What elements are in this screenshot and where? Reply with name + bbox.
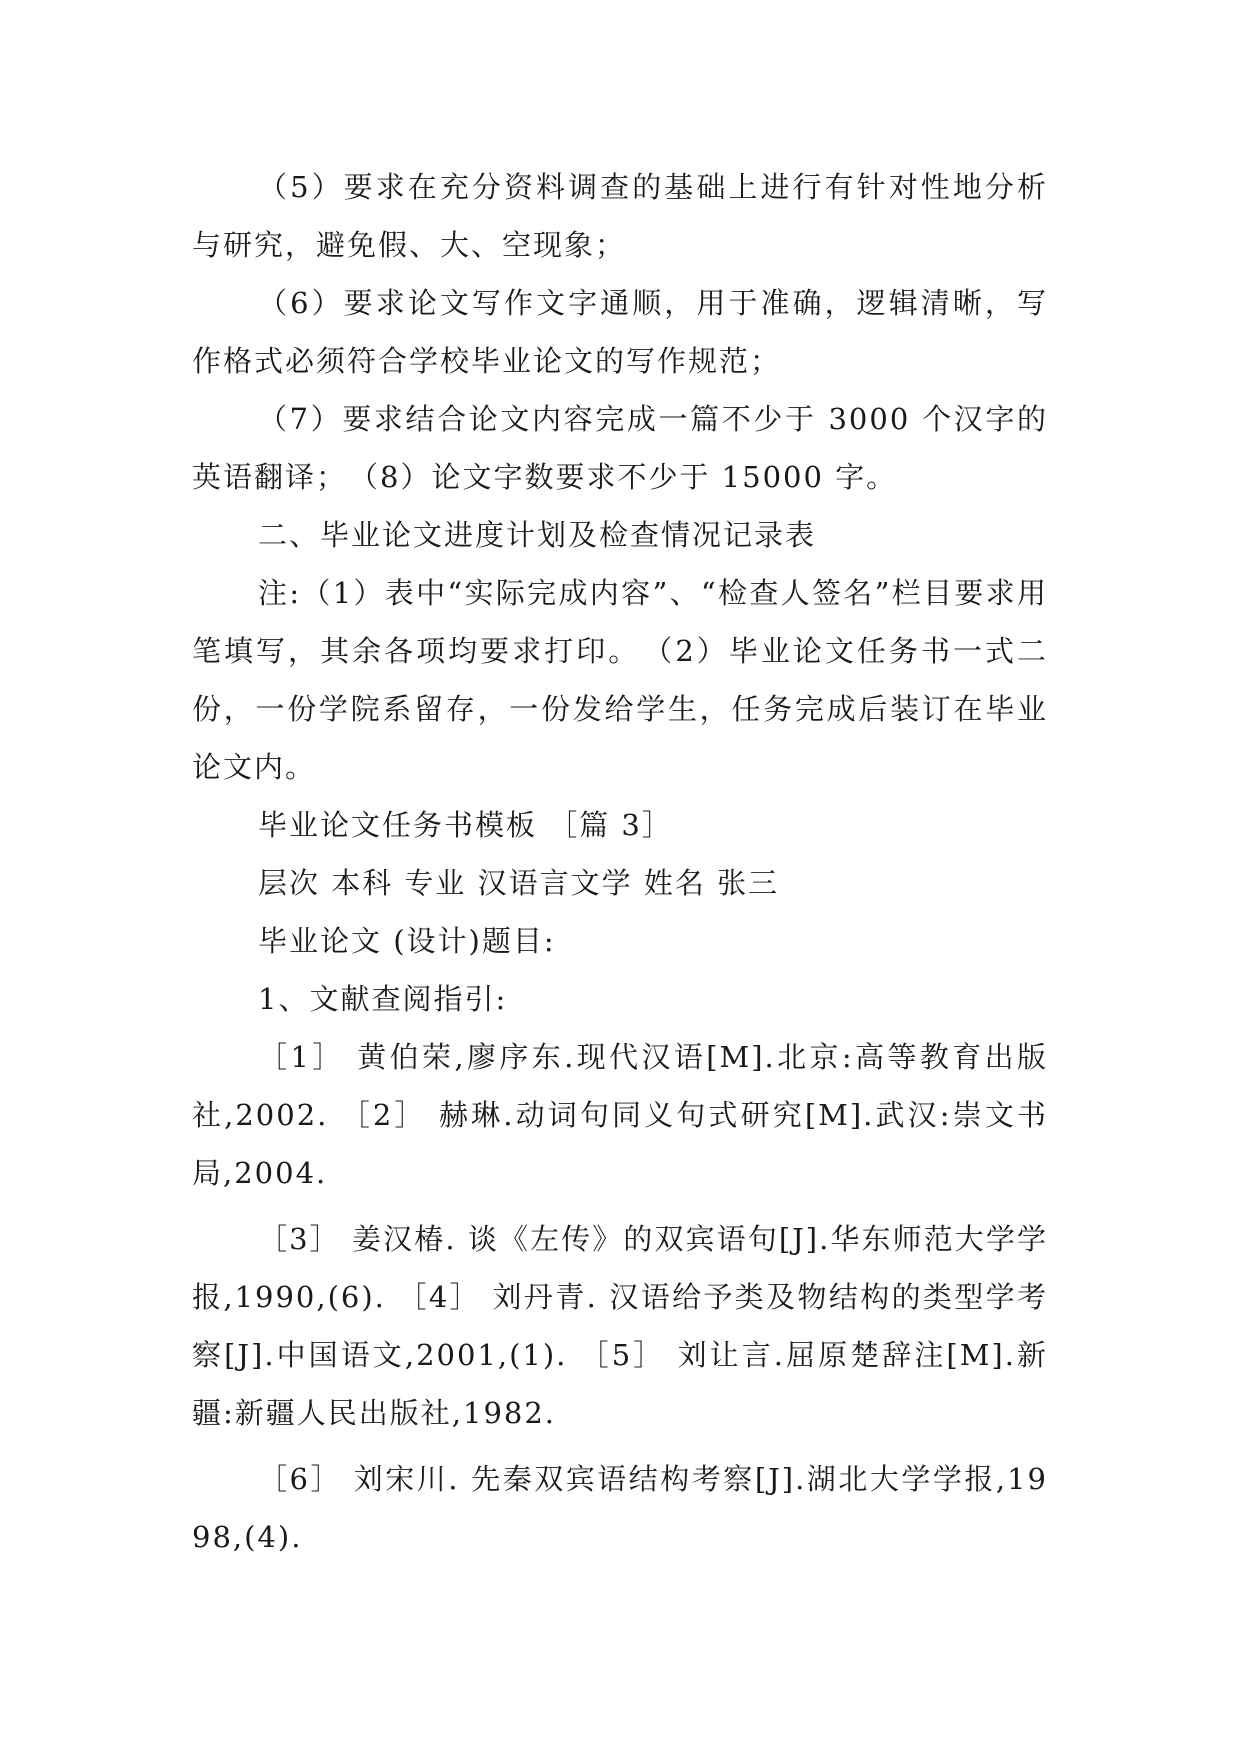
reference-group-1-2: ［1］ 黄伯荣,廖序东.现代汉语[M].北京:高等教育出版社,2002. ［2］ 赫琳.动词句同义句式研究[M].武汉:崇文书局,2004. <box>192 1040 1048 1190</box>
document-body <box>192 158 1048 1566</box>
section-heading-progress-plan: 二、毕业论文进度计划及检查情况记录表 <box>258 518 817 552</box>
literature-guide-heading: 1、文献查阅指引: <box>258 982 508 1016</box>
thesis-topic-line: 毕业论文 (设计)题目: <box>258 924 556 958</box>
paragraph-requirement-7-8: （7）要求结合论文内容完成一篇不少于 3000 个汉字的英语翻译； （8）论文字数要求不少于 15000 字。 <box>192 402 1048 494</box>
paragraph-requirement-5: （5）要求在充分资料调查的基础上进行有针对性地分析与研究，避免假、大、空现象； <box>192 170 1048 262</box>
reference-6: ［6］ 刘宋川. 先秦双宾语结构考察[J].湖北大学学报,1998,(4). <box>192 1462 1048 1554</box>
reference-group-3-5: ［3］ 姜汉椿. 谈《左传》的双宾语句[J].华东师范大学学报,1990,(6). ［4］ 刘丹青. 汉语给予类及物结构的类型学考察[J].中国语文,2001,(1). ［5］ 刘让言.屈原楚辞注[M].新疆:新疆人民出版社,1982. <box>192 1222 1048 1430</box>
paragraph-requirement-6: （6）要求论文写作文字通顺，用于准确，逻辑清晰，写作格式必须符合学校毕业论文的写作规范； <box>192 286 1048 378</box>
student-info-line: 层次 本科 专业 汉语言文学 姓名 张三 <box>258 866 780 900</box>
paragraph-notes: 注:（1）表中“实际完成内容”、“检查人签名”栏目要求用笔填写，其余各项均要求打印。 （2）毕业论文任务书一式二份，一份学院系留存，一份发给学生，任务完成后装订在毕业论文内。 <box>192 576 1048 784</box>
template-title: 毕业论文任务书模板 ［篇 3］ <box>258 808 673 842</box>
